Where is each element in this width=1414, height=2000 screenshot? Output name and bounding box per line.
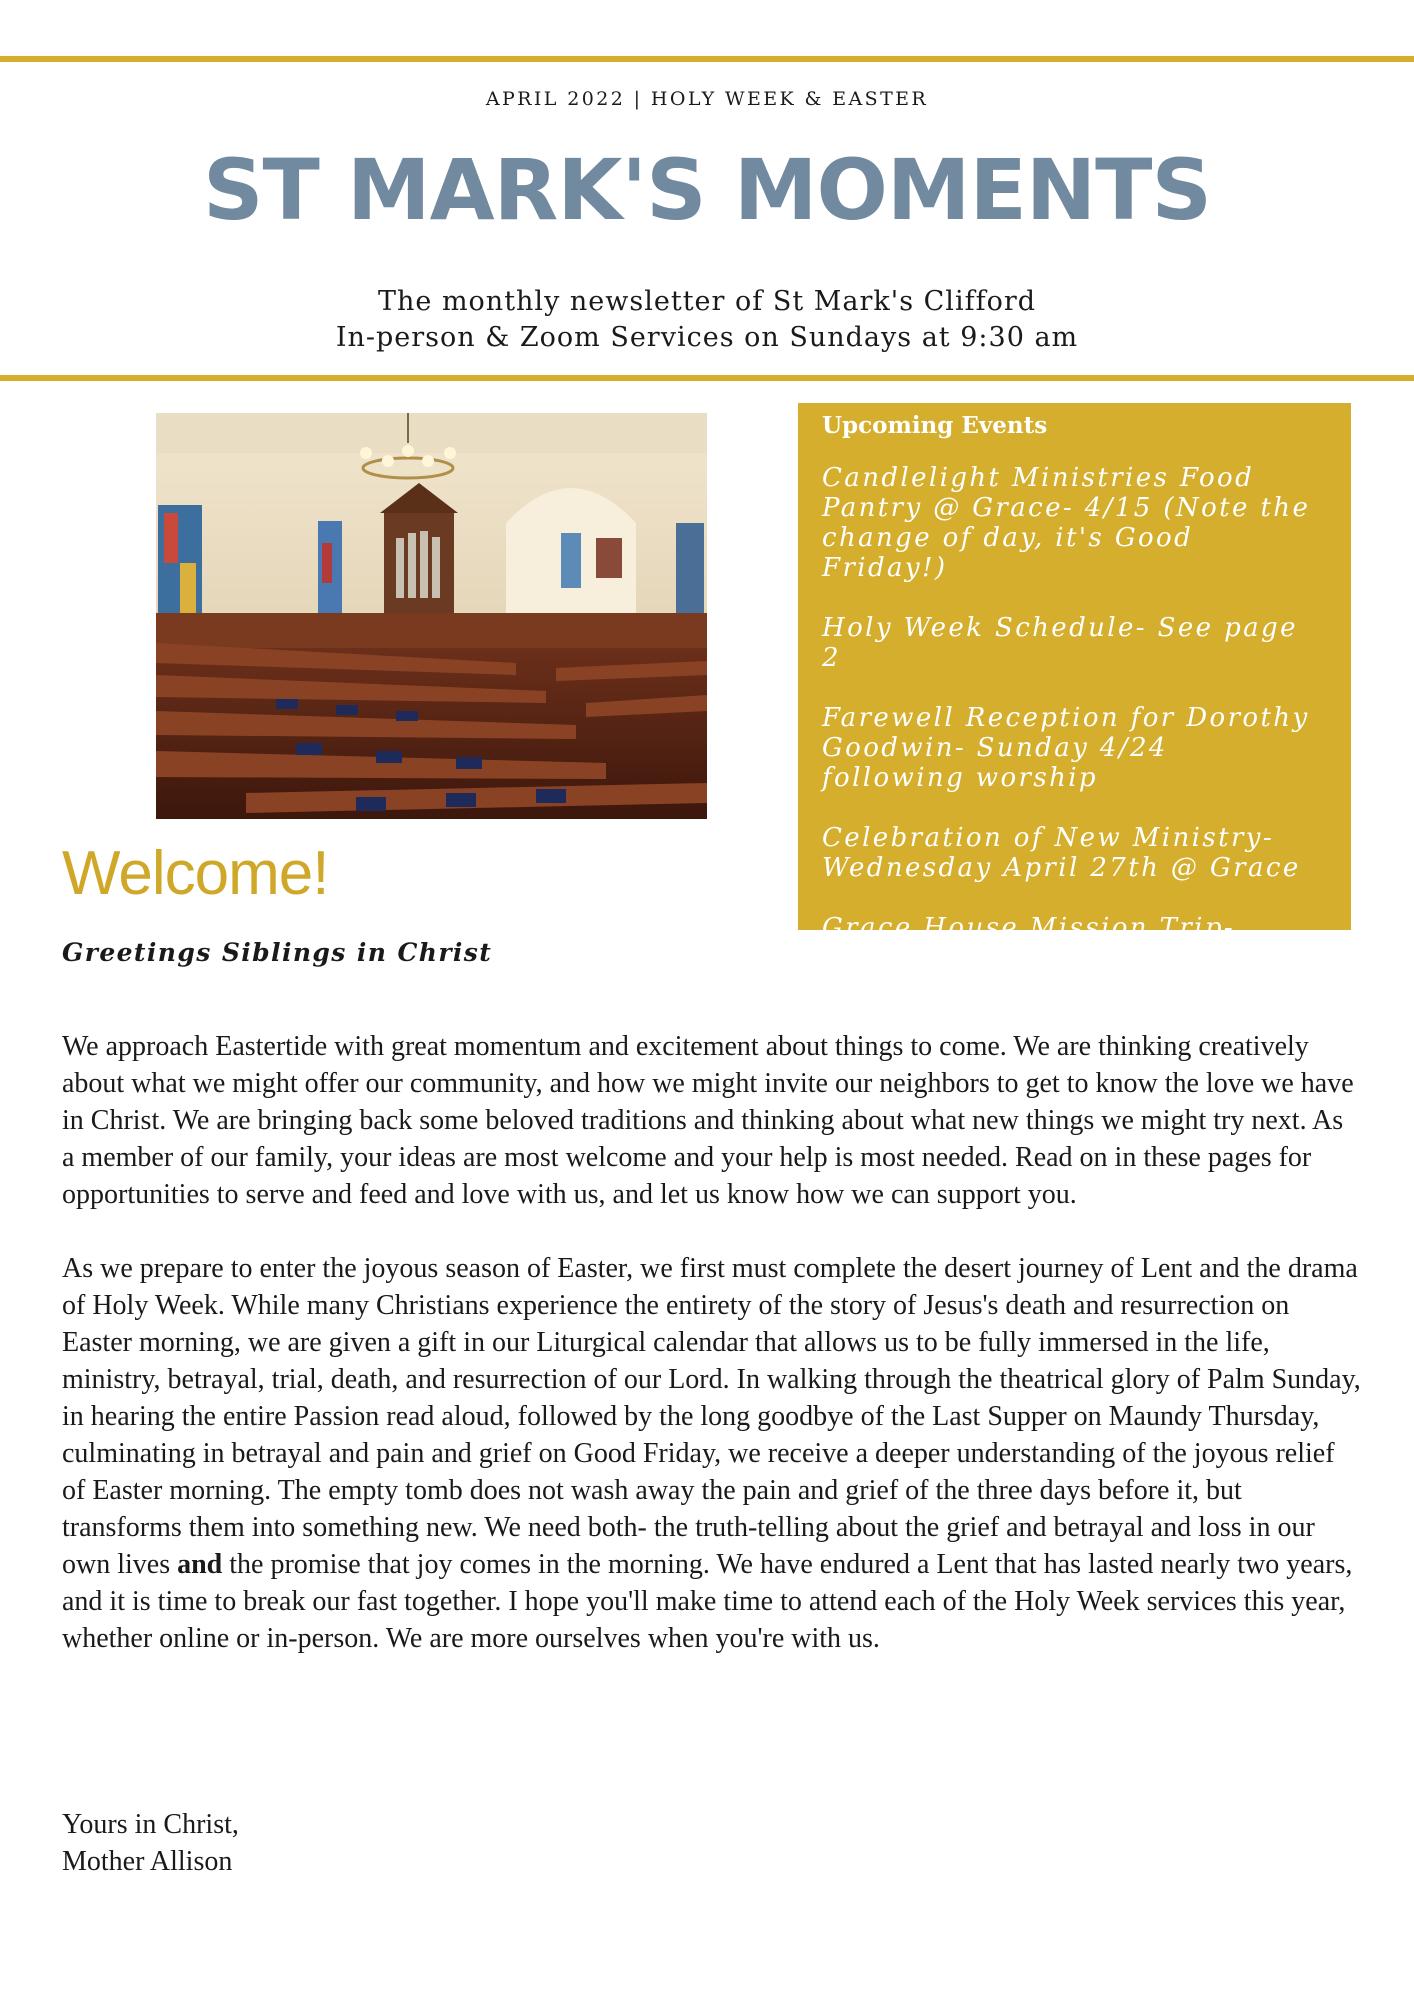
paragraph-2-emphasis: and <box>177 1549 223 1580</box>
upcoming-events-panel <box>798 403 1351 973</box>
issue-kicker: APRIL 2022 | HOLY WEEK & EASTER <box>485 88 929 110</box>
header-divider <box>0 375 1414 381</box>
event-item: Celebration of New Ministry- Wednesday April 27th @ Grace <box>822 823 1301 883</box>
newsletter-subtitle <box>0 284 1414 356</box>
greeting-line: Greetings Siblings in Christ <box>62 938 493 967</box>
top-divider <box>0 56 1414 62</box>
paragraph-2-text: As we prepare to enter the joyous season of Easter, we first must complete the desert journey of Lent and the drama of Holy Week. While many Christians experience the entirety of the story of Jesus's death and resurrection on Easter morning, we are given a gift in our Liturgical calendar that allows us to be fully immersed in the life, ministry, betrayal, trial, death, and resurrection of our Lord. In walking through the theatrical glory of Palm Sunday, in hearing the entire Passion read aloud, followed by the long goodbye of the Last Supper on Maundy Thursday, culminating in betrayal and pain and grief on Good Friday, we receive a deeper understanding of the joyous relief of Easter morning. The empty tomb does not wash away the pain and grief of the three days before it, but transforms them into something new. We need both- the truth-telling about the grief and betrayal and loss in our own lives <box>62 1253 1361 1580</box>
event-item: Grace House Mission Trip- 4/28-5/1 See page 4 for details <box>822 913 1302 973</box>
event-item: Candlelight Ministries Food Pantry @ Grace- 4/15 (Note the change of day, it's Good Friday!) <box>822 463 1311 583</box>
subtitle-line-1: The monthly newsletter of St Mark's Clifford <box>377 286 1037 317</box>
signoff-name: Mother Allison <box>62 1846 233 1877</box>
letter-paragraph-2 <box>62 1250 1362 1657</box>
church-interior-photo <box>156 413 707 819</box>
letter-signoff <box>62 1806 239 1880</box>
letter-body <box>62 1028 1362 1694</box>
event-item: Holy Week Schedule- See page 2 <box>822 613 1298 673</box>
signoff-closing: Yours in Christ, <box>62 1809 239 1840</box>
paragraph-2-text-end: the promise that joy comes in the morning. We have endured a Lent that has lasted nearly two years, and it is time to break our fast together. I hope you'll make time to attend each of the Holy Week services this year, whether online or in-person. We are more ourselves when you're with us. <box>62 1549 1353 1654</box>
event-item: Farewell Reception for Dorothy Goodwin- Sunday 4/24 following worship <box>822 703 1310 793</box>
letter-paragraph-1: We approach Eastertide with great momentum and excitement about things to come. We are thinking creatively about what we might offer our community, and how we might invite our neighbors to get to know the love we have in Christ. We are bringing back some beloved traditions and thinking about what new things we might try next. As a member of our family, your ideas are most welcome and your help is most needed. Read on in these pages for opportunities to serve and feed and love with us, and let us know how we can support you. <box>62 1031 1354 1210</box>
events-heading: Upcoming Events <box>822 412 1048 439</box>
subtitle-line-2: In-person & Zoom Services on Sundays at 9:30 am <box>335 322 1079 353</box>
welcome-heading: Welcome! <box>62 839 329 908</box>
church-interior-illustration <box>156 413 707 819</box>
newsletter-title: ST MARK'S MOMENTS <box>203 141 1211 239</box>
